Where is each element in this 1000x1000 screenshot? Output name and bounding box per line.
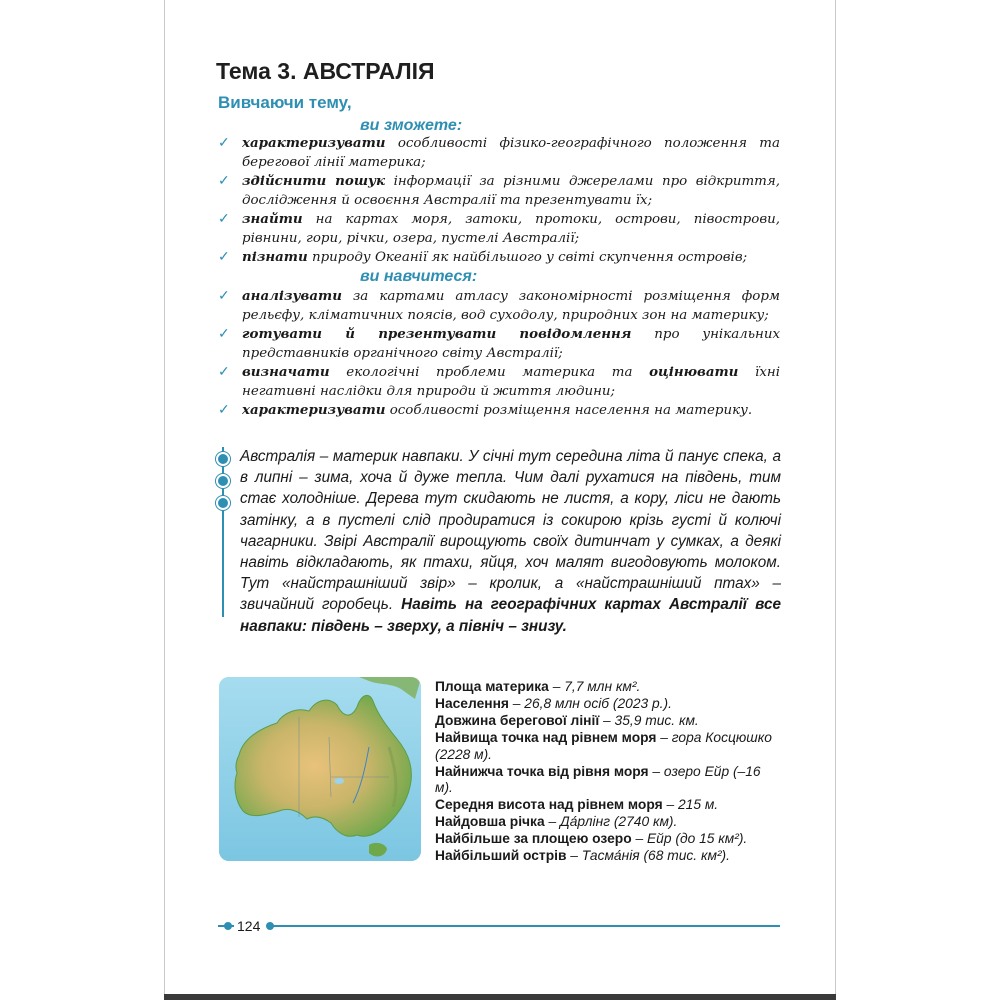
list-item: ✓ характеризувати особливості фізико-географічного положення та берегової лінії материка; [218,135,780,170]
list-item: ✓ здійснити пошук інформації за різними джерелами про відкриття, дослідження й освоєння Австралії та презентувати їх; [218,173,781,208]
group-heading-can: ви зможете: [360,117,463,134]
footer-line [270,925,780,927]
fact-row: Найдовша річка – Да́рлінг (2740 км). [435,814,678,830]
check-icon: ✓ [218,364,230,380]
check-icon: ✓ [218,135,230,151]
fact-row: Найвища точка над рівнем моря – гора Косцюшко (2228 м). [435,729,772,762]
fact-row: Найнижча точка від рівня моря – озеро Ейр (–16 м). [435,763,761,796]
fact-row: Найбільше за площею озеро – Ейр (до 15 км²). [435,831,748,847]
list-item: ✓ аналізувати за картами атласу закономірності розміщення форм рельєфу, кліматичних поясів, вод суходолу, природних зон на материку; [218,288,780,323]
accent-dot-icon [216,496,230,510]
page-title: Тема 3. АВСТРАЛІЯ [216,58,435,84]
fact-row: Площа материка – 7,7 млн км². [435,679,641,694]
right-margin [836,0,1000,1000]
list-item: ✓ пізнати природу Океанії як найбільшого у світі скупчення островів; [218,249,748,265]
list-item: ✓ характеризувати особливості розміщення населення на материку. [218,402,753,418]
section-subtitle: Вивчаючи тему, [218,93,352,112]
check-icon: ✓ [218,211,230,227]
footer-dot-icon [224,922,232,930]
fact-row: Довжина берегової лінії – 35,9 тис. км. [435,712,699,728]
fact-row: Середня висота над рівнем моря – 215 м. [435,797,719,813]
australia-map-image [219,677,421,861]
list-item: ✓ знайти на картах моря, затоки, протоки, острови, півострови, рівнини, гори, річки, озера, пустелі Австралії; [218,211,780,246]
check-icon: ✓ [218,326,230,342]
goals-list-learn [218,287,780,420]
fact-row: Населення – 26,8 млн осіб (2023 р.). [435,695,672,711]
list-item: ✓ готувати й презентувати повідомлення про унікальних представників органічного світу Австралії; [218,326,780,361]
facts-block [435,679,780,865]
accent-dot-icon [216,474,230,488]
intro-accent-line [222,447,224,617]
intro-paragraph: Австралія – материк навпаки. У січні тут середина літа й панує спека, а в липні – зима, хоча й дуже тепла. Чим далі рухатися на південь, тим стає холодніше. Дерева тут скидають не листя, а кору, ліси не дають затінку, а в пустелі слід продиратися із сокирою крізь густі й колючі чагарники. Звірі Австралії вирощують своїх дитинчат у сумках, а деякі навіть відкладають, як птахи, яйця, хоч малят вигодовують молоком. Тут «найстрашніший звір» – кролик, а «найстрашніший птах» – звичайний горобець. Навіть на географічних картах Австралії все навпаки: південь – зверху, а північ – знизу. [240,448,782,635]
fact-row: Найбільший острів – Тасма́нія (68 тис. км²). [435,848,730,864]
group-heading-learn: ви навчитеся: [360,268,478,285]
page-edge-right [835,0,836,1000]
check-icon: ✓ [218,249,230,265]
goals-list-can [218,134,780,267]
check-icon: ✓ [218,288,230,304]
list-item: ✓ визначати екологічні проблеми материка та оцінювати їхні негативні наслідки для природи й життя людини; [218,364,780,399]
check-icon: ✓ [218,173,230,189]
bottom-bar [164,994,836,1000]
left-margin [0,0,164,1000]
accent-dot-icon [216,452,230,466]
page-edge-left [164,0,165,1000]
page-number: 124 [237,918,261,934]
check-icon: ✓ [218,402,230,418]
